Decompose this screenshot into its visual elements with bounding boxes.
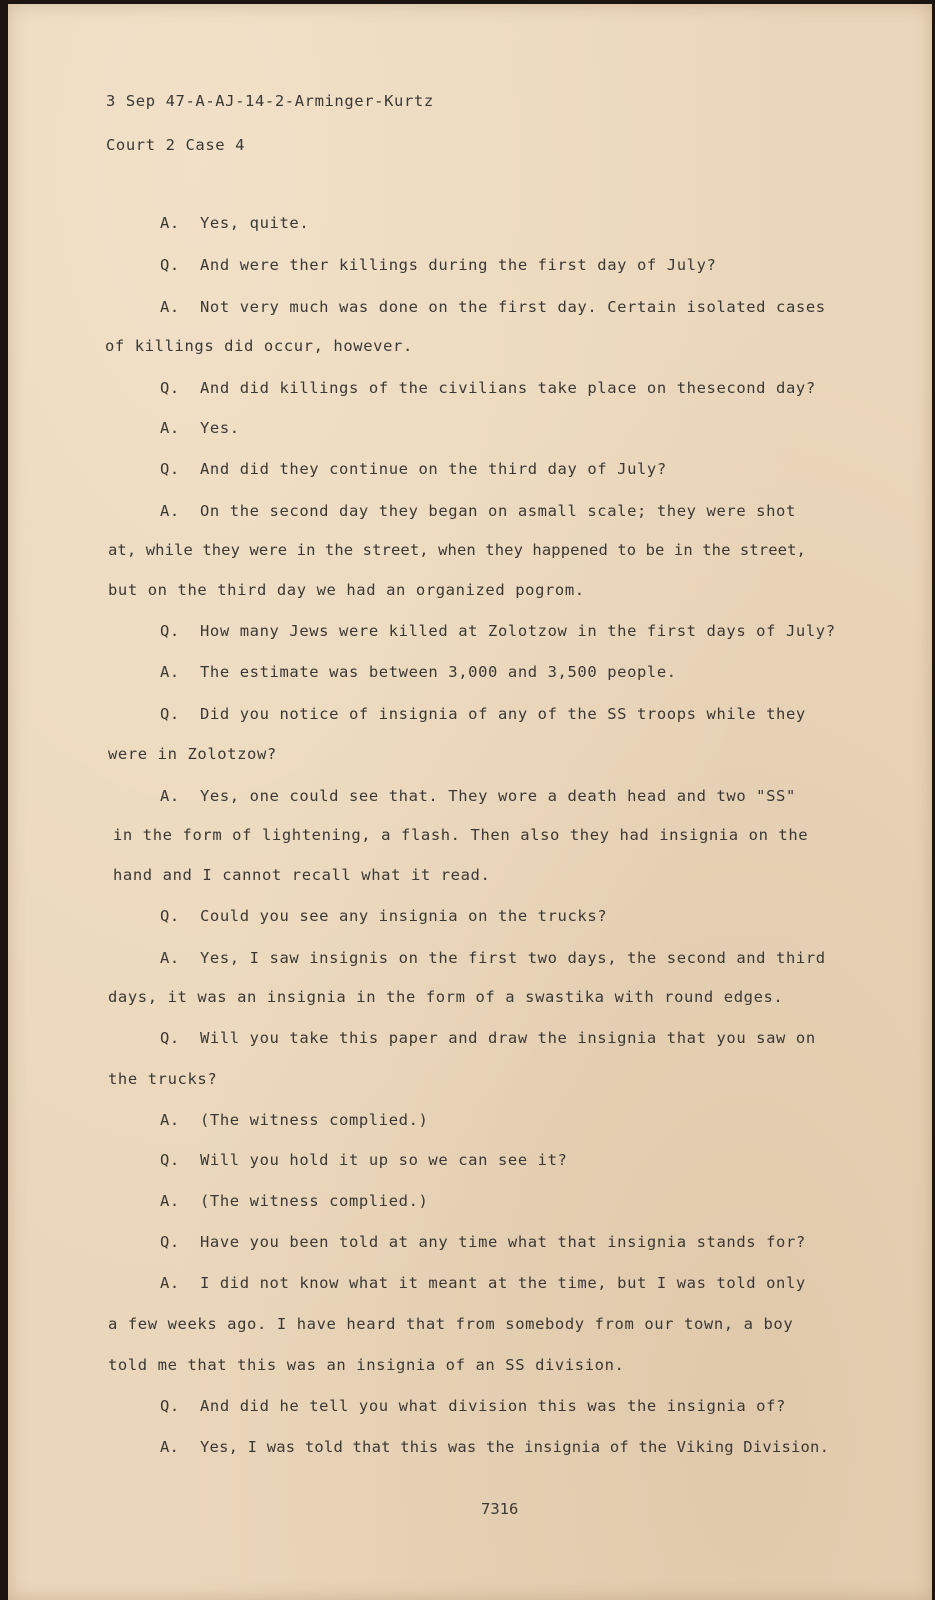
transcript-line bbox=[160, 419, 240, 437]
page-number: 7316 bbox=[481, 1500, 519, 1518]
speaker-label: Q. bbox=[160, 1233, 180, 1251]
transcript-line: in the form of lightening, a flash. Then also they had insignia on the bbox=[113, 826, 809, 844]
line-text: And were ther killings during the first day of July? bbox=[200, 256, 717, 274]
transcript-line bbox=[160, 1029, 816, 1047]
line-text: And did killings of the civilians take place on thesecond day? bbox=[200, 379, 816, 397]
speaker-label: A. bbox=[160, 419, 180, 437]
line-text: How many Jews were killed at Zolotzow in the first days of July? bbox=[200, 622, 836, 640]
line-text: (The witness complied.) bbox=[200, 1111, 429, 1129]
line-text: Yes. bbox=[200, 419, 240, 437]
transcript-line bbox=[160, 379, 816, 397]
speaker-label: Q. bbox=[160, 1151, 180, 1169]
transcript-line bbox=[160, 622, 836, 640]
transcript-line: at, while they were in the street, when they happened to be in the street, bbox=[108, 541, 806, 559]
transcript-line bbox=[160, 1397, 786, 1415]
transcript-line: a few weeks ago. I have heard that from somebody from our town, a boy bbox=[108, 1315, 794, 1333]
line-text: On the second day they began on asmall scale; they were shot bbox=[200, 502, 796, 520]
speaker-label: A. bbox=[160, 787, 180, 805]
speaker-label: A. bbox=[160, 298, 180, 316]
speaker-label: A. bbox=[160, 1111, 180, 1129]
speaker-label: A. bbox=[160, 1438, 180, 1456]
line-text: I did not know what it meant at the time, but I was told only bbox=[200, 1274, 806, 1292]
line-text: And did he tell you what division this was the insignia of? bbox=[200, 1397, 786, 1415]
transcript-line bbox=[160, 705, 806, 723]
transcript-line bbox=[160, 949, 826, 967]
transcript-line bbox=[160, 787, 796, 805]
transcript-line bbox=[160, 663, 677, 681]
transcript-line: told me that this was an insignia of an SS division. bbox=[108, 1356, 625, 1374]
transcript-line: days, it was an insignia in the form of a swastika with round edges. bbox=[108, 988, 784, 1006]
transcript-line bbox=[160, 1274, 806, 1292]
transcript-line bbox=[160, 907, 607, 925]
transcript-line: were in Zolotzow? bbox=[108, 745, 277, 763]
speaker-label: Q. bbox=[160, 907, 180, 925]
transcript-line: but on the third day we had an organized pogrom. bbox=[108, 581, 585, 599]
line-text: Yes, one could see that. They wore a death head and two "SS" bbox=[200, 787, 796, 805]
line-text: Will you take this paper and draw the insignia that you saw on bbox=[200, 1029, 816, 1047]
transcript-line bbox=[160, 460, 667, 478]
speaker-label: A. bbox=[160, 1192, 180, 1210]
transcript-line bbox=[160, 1192, 428, 1210]
line-text: (The witness complied.) bbox=[200, 1192, 429, 1210]
transcript-line bbox=[160, 214, 309, 232]
line-text: Yes, I was told that this was the insignia of the Viking Division. bbox=[200, 1438, 830, 1456]
transcript-line: hand and I cannot recall what it read. bbox=[113, 866, 491, 884]
transcript-line: of killings did occur, however. bbox=[105, 337, 413, 355]
transcript-line bbox=[160, 298, 826, 316]
speaker-label: A. bbox=[160, 663, 180, 681]
line-text: Have you been told at any time what that insignia stands for? bbox=[200, 1233, 806, 1251]
line-text: Will you hold it up so we can see it? bbox=[200, 1151, 568, 1169]
transcript-line bbox=[160, 1111, 428, 1129]
line-text: Yes, I saw insignis on the first two days, the second and third bbox=[200, 949, 826, 967]
transcript-line bbox=[160, 1151, 567, 1169]
speaker-label: Q. bbox=[160, 1397, 180, 1415]
speaker-label: Q. bbox=[160, 1029, 180, 1047]
speaker-label: Q. bbox=[160, 460, 180, 478]
header-line-2: Court 2 Case 4 bbox=[106, 136, 246, 154]
transcript-line: the trucks? bbox=[108, 1070, 218, 1088]
speaker-label: Q. bbox=[160, 705, 180, 723]
line-text: Yes, quite. bbox=[200, 214, 310, 232]
line-text: The estimate was between 3,000 and 3,500 people. bbox=[200, 663, 677, 681]
line-text: And did they continue on the third day of July? bbox=[200, 460, 667, 478]
line-text: Not very much was done on the first day. Certain isolated cases bbox=[200, 298, 826, 316]
line-text: Did you notice of insignia of any of the SS troops while they bbox=[200, 705, 806, 723]
speaker-label: A. bbox=[160, 949, 180, 967]
transcript-line bbox=[160, 256, 716, 274]
transcript-line bbox=[160, 1438, 829, 1456]
line-text: Could you see any insignia on the trucks? bbox=[200, 907, 608, 925]
speaker-label: A. bbox=[160, 1274, 180, 1292]
speaker-label: Q. bbox=[160, 256, 180, 274]
transcript-line bbox=[160, 502, 796, 520]
document-page bbox=[8, 4, 932, 1600]
transcript-line bbox=[160, 1233, 806, 1251]
speaker-label: Q. bbox=[160, 379, 180, 397]
speaker-label: Q. bbox=[160, 622, 180, 640]
speaker-label: A. bbox=[160, 502, 180, 520]
speaker-label: A. bbox=[160, 214, 180, 232]
header-line-1: 3 Sep 47-A-AJ-14-2-Arminger-Kurtz bbox=[106, 92, 434, 110]
